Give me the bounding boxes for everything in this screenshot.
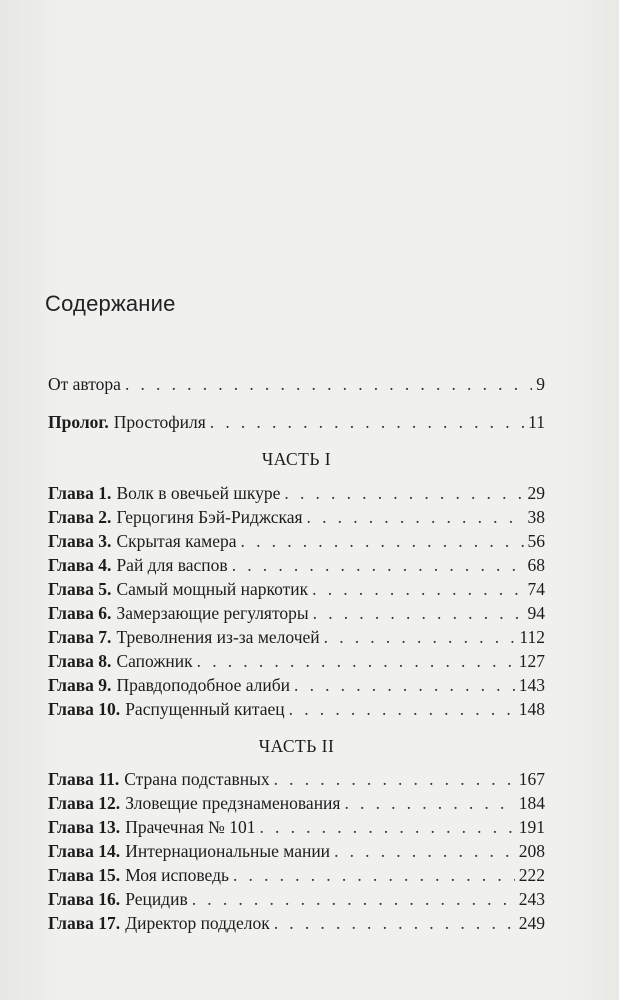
toc-entry-page: 148: [518, 699, 545, 719]
toc-leader-dots: [324, 626, 516, 648]
toc-entry-author-note: [48, 373, 545, 395]
toc-entry-chapter-3: [48, 530, 545, 552]
toc-entry-page: 94: [527, 603, 545, 623]
toc-entry-chapter-11: [48, 768, 545, 790]
toc-leader-dots: [289, 698, 515, 720]
toc-entry-page: 184: [518, 793, 545, 813]
toc-entry-text: Зловещие предзнаменования: [125, 793, 341, 813]
toc-leader-dots: [233, 864, 515, 886]
toc-entry-chapter-2: [48, 506, 545, 528]
toc-entry-label: Глава 8.: [48, 651, 112, 671]
toc-entry-text: Сапожник: [116, 651, 193, 671]
toc-entry-text: Рай для васпов: [116, 555, 228, 575]
toc-leader-dots: [274, 768, 515, 790]
toc-entry-page: 112: [519, 627, 545, 647]
toc-entry-label: Глава 1.: [48, 483, 112, 503]
toc-entry-text: Замерзающие регуляторы: [116, 603, 309, 623]
toc-leader-dots: [284, 482, 523, 504]
toc-entry-chapter-13: [48, 816, 545, 838]
toc-entry-page: 127: [518, 651, 545, 671]
toc-entry-chapter-15: [48, 864, 545, 886]
toc-entry-text: Самый мощный наркотик: [116, 579, 309, 599]
toc-entry-page: 9: [536, 374, 545, 394]
toc-leader-dots: [307, 506, 524, 528]
toc-entry-label: Глава 6.: [48, 603, 112, 623]
toc-entry-page: 191: [518, 817, 545, 837]
toc-entry-chapter-12: [48, 792, 545, 814]
toc-entry-chapter-6: [48, 602, 545, 624]
toc-entry-page: 68: [527, 555, 545, 575]
toc-leader-dots: [313, 602, 524, 624]
toc-entry-text: От автора: [48, 374, 121, 394]
toc-entry-label: Глава 15.: [48, 865, 121, 885]
toc-entry-page: 11: [528, 412, 545, 432]
toc-entry-text: Моя исповедь: [125, 865, 229, 885]
toc-entry-label: Глава 14.: [48, 841, 121, 861]
toc-entry-label: Глава 13.: [48, 817, 121, 837]
toc-entry-page: 74: [527, 579, 545, 599]
part-heading-1: ЧАСТЬ I: [261, 449, 332, 469]
toc-leader-dots: [232, 554, 524, 576]
toc-entry-text: Треволнения из-за мелочей: [116, 627, 320, 647]
toc-entry-chapter-8: [48, 650, 545, 672]
toc-entry-chapter-4: [48, 554, 545, 576]
toc-entry-label: Глава 5.: [48, 579, 112, 599]
toc-entry-page: 167: [518, 769, 545, 789]
toc-entry-page: 243: [518, 889, 545, 909]
toc-leader-dots: [294, 674, 515, 696]
toc-leader-dots: [344, 792, 514, 814]
toc-entry-chapter-5: [48, 578, 545, 600]
toc-entry-text: Рецидив: [125, 889, 188, 909]
toc-entry-chapter-16: [48, 888, 545, 910]
toc-entry-label: Глава 2.: [48, 507, 112, 527]
toc-leader-dots: [210, 411, 524, 433]
toc-entry-label: Глава 7.: [48, 627, 112, 647]
toc-leader-dots: [312, 578, 523, 600]
toc-entry-chapter-10: [48, 698, 545, 720]
page-title: Содержание: [45, 291, 176, 316]
toc-entry-text: Распущенный китаец: [125, 699, 285, 719]
toc-entry-text: Герцогиня Бэй-Риджская: [116, 507, 303, 527]
toc-entry-text: Прачечная № 101: [125, 817, 256, 837]
toc-entry-label: Глава 11.: [48, 769, 120, 789]
toc-entry-text: Интернациональные мании: [125, 841, 331, 861]
toc-entry-label: Глава 10.: [48, 699, 121, 719]
toc-entry-prologue: [48, 411, 545, 433]
toc-entry-page: 249: [518, 913, 545, 933]
toc-entry-text: Страна подставных: [124, 769, 270, 789]
toc-entry-page: 38: [527, 507, 545, 527]
toc-leader-dots: [334, 840, 515, 862]
toc-entry-label: Глава 16.: [48, 889, 121, 909]
toc-entry-chapter-17: [48, 912, 545, 934]
toc-leader-dots: [274, 912, 515, 934]
toc-entry-text: Волк в овечьей шкуре: [116, 483, 281, 503]
part-heading-2: ЧАСТЬ II: [258, 736, 335, 756]
toc-entry-label: Глава 4.: [48, 555, 112, 575]
toc-entry-text: Скрытая камера: [116, 531, 237, 551]
toc-leader-dots: [197, 650, 515, 672]
toc-leader-dots: [241, 530, 524, 552]
toc-entry-page: 222: [518, 865, 545, 885]
toc-entry-label: Глава 9.: [48, 675, 112, 695]
toc-entry-label: Пролог.: [48, 412, 109, 432]
toc-entry-chapter-7: [48, 626, 545, 648]
toc-entry-page: 143: [518, 675, 545, 695]
toc-entry-label: Глава 17.: [48, 913, 121, 933]
toc-leader-dots: [259, 816, 514, 838]
toc-entry-text: Простофиля: [113, 412, 206, 432]
toc-entry-text: Директор подделок: [125, 913, 270, 933]
toc-leader-dots: [192, 888, 515, 910]
toc-entry-chapter-1: [48, 482, 545, 504]
toc-leader-dots: [125, 373, 532, 395]
toc-entry-text: Правдоподобное алиби: [116, 675, 291, 695]
toc-entry-label: Глава 12.: [48, 793, 121, 813]
toc-entry-chapter-9: [48, 674, 545, 696]
toc-entry-page: 208: [518, 841, 545, 861]
toc-entry-label: Глава 3.: [48, 531, 112, 551]
toc-entry-chapter-14: [48, 840, 545, 862]
toc-entry-page: 29: [527, 483, 545, 503]
toc-entry-page: 56: [527, 531, 545, 551]
